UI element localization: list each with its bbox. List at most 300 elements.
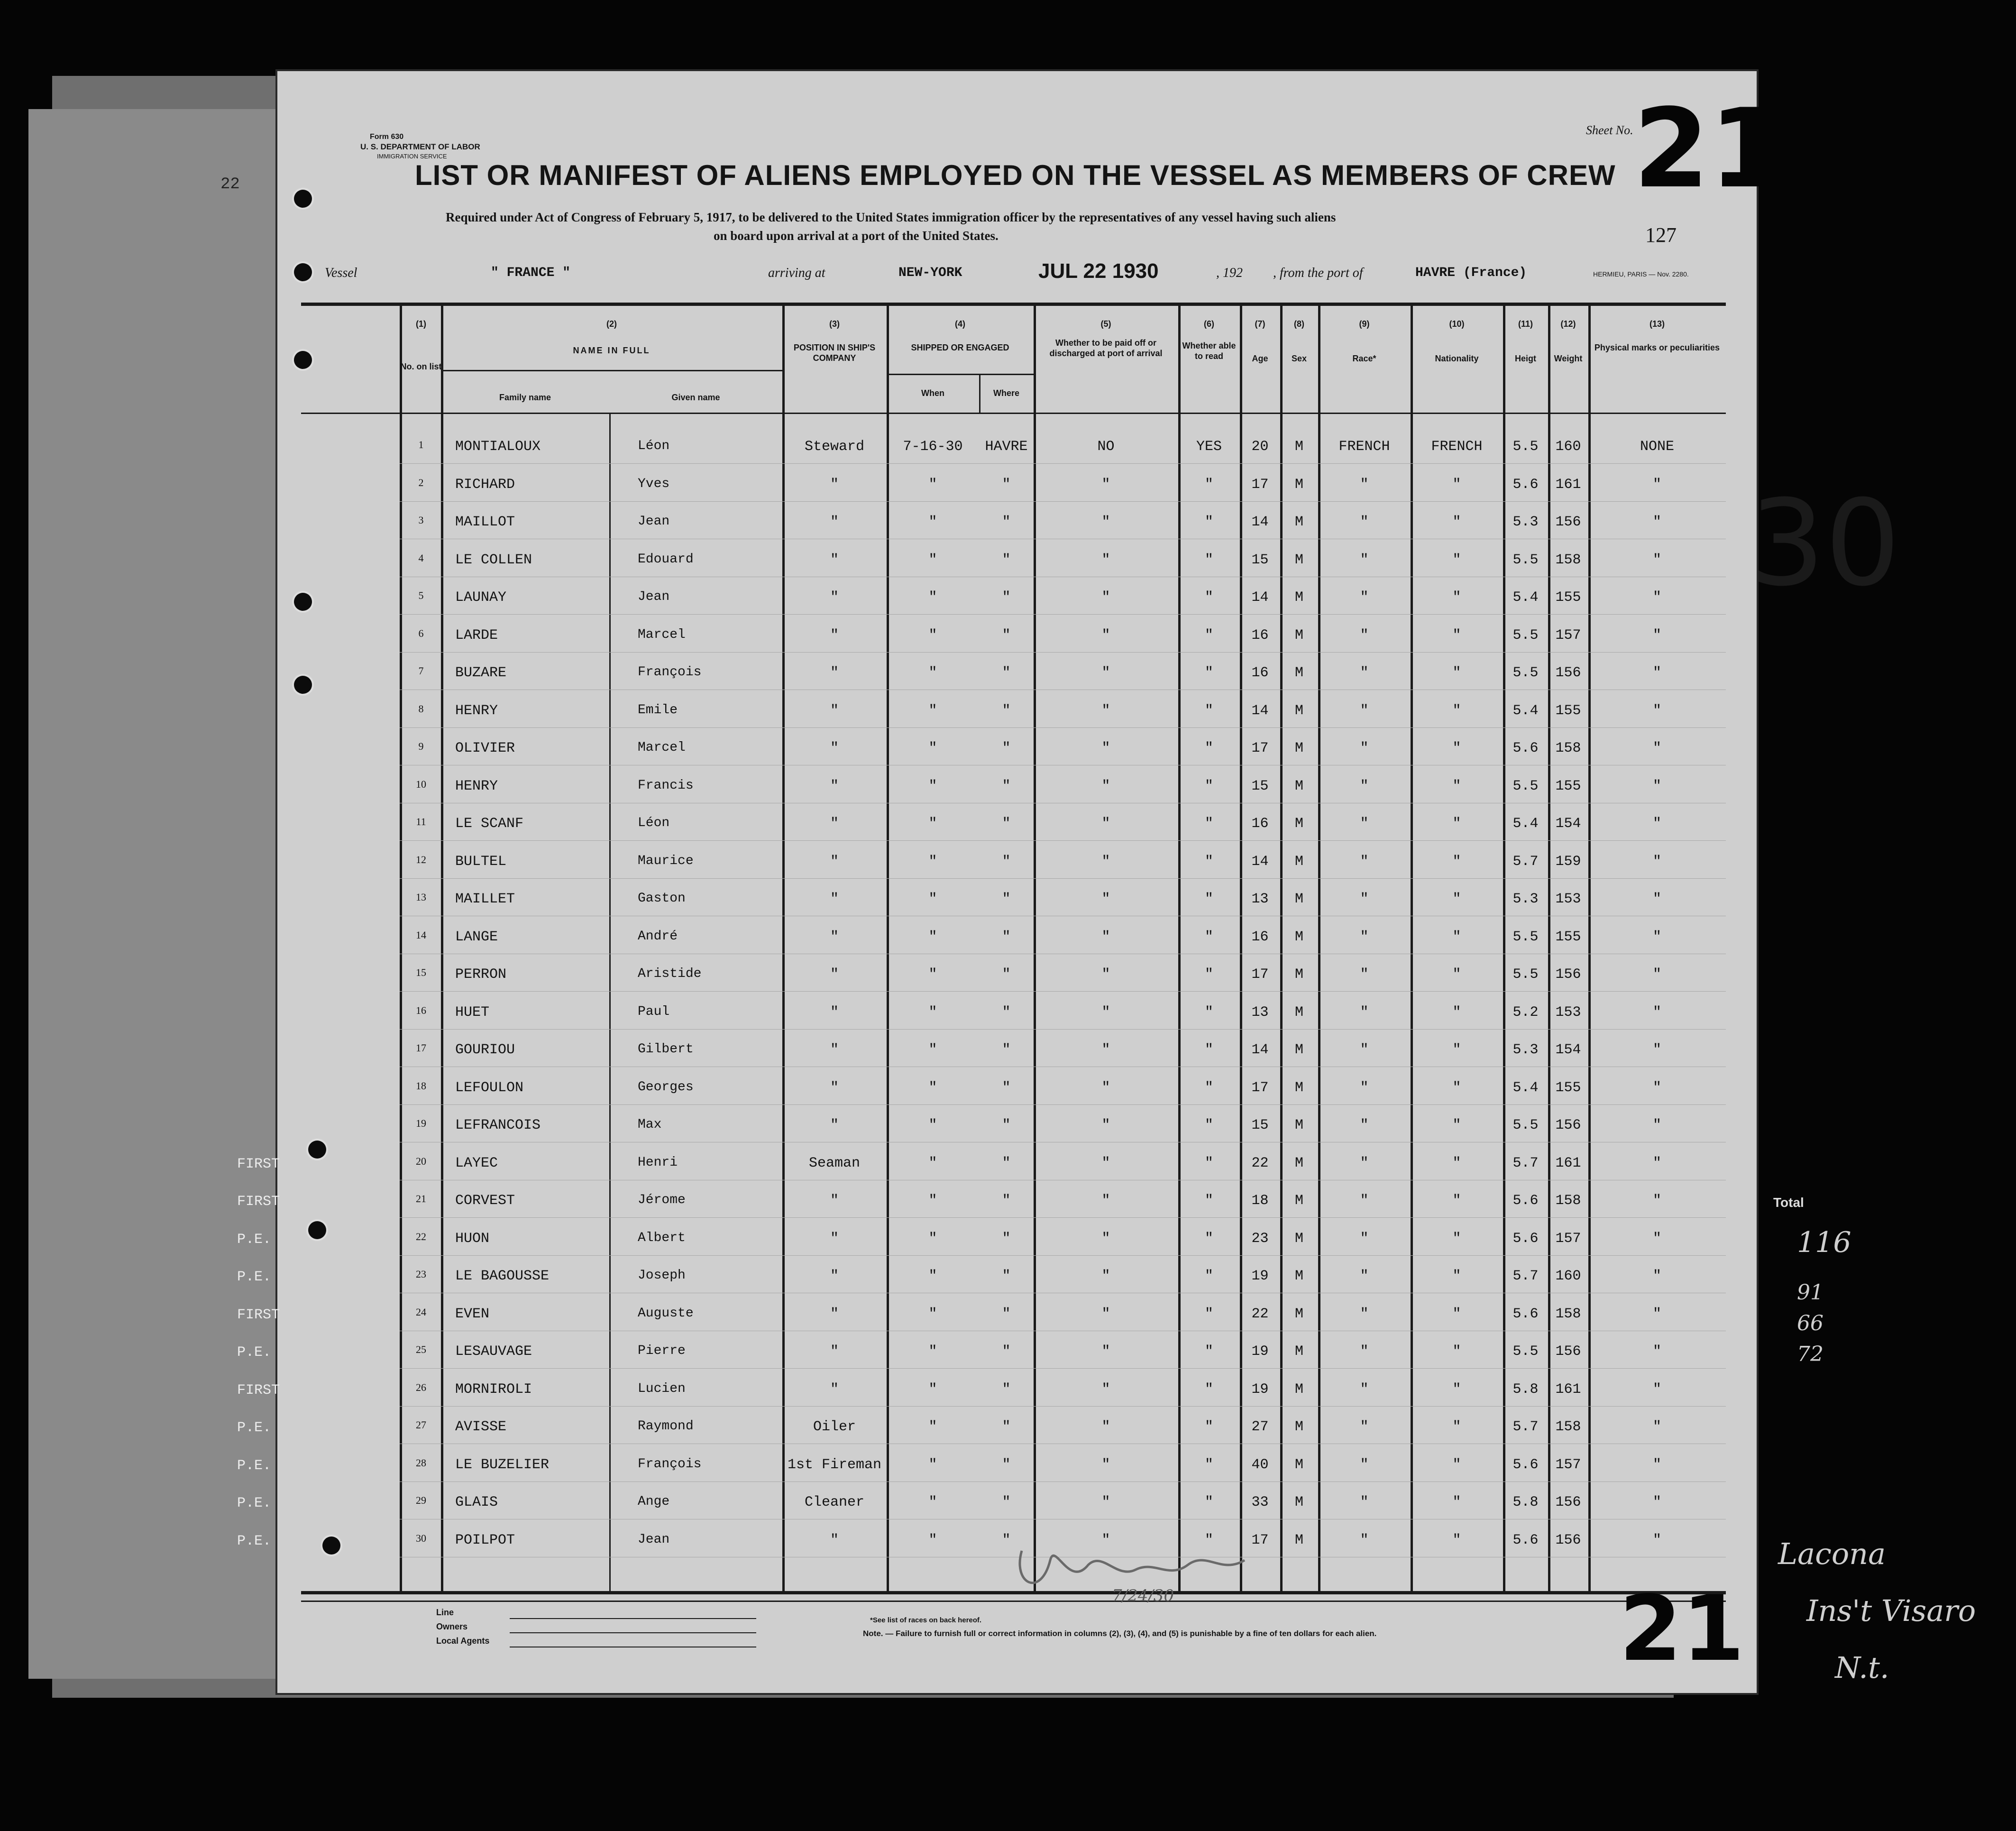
cell-where: ": [1002, 1004, 1011, 1021]
cell-family: HUON: [455, 1230, 490, 1247]
cell-nat: FRENCH: [1431, 439, 1483, 455]
col13-number: (13): [1649, 319, 1665, 329]
cell-weight: 156: [1555, 1532, 1581, 1548]
cell-paid: ": [1101, 1343, 1110, 1360]
cell-when: ": [928, 1117, 937, 1133]
row-rule: [400, 1406, 1726, 1407]
cell-sex: M: [1294, 1268, 1303, 1284]
col1-number: (1): [416, 319, 426, 329]
cell-family: BUZARE: [455, 665, 507, 681]
cell-paid: ": [1101, 627, 1110, 644]
col4-header: SHIPPED OR ENGAGED: [911, 343, 1009, 352]
cell-marks: ": [1652, 1419, 1661, 1435]
row-mark: P.E.: [237, 1457, 272, 1474]
from-port: HAVRE (France): [1415, 266, 1527, 280]
cell-no: 1: [418, 439, 424, 451]
cell-when: ": [928, 1306, 937, 1322]
cell-when: ": [928, 627, 937, 644]
cell-family: MAILLET: [455, 891, 515, 907]
year-label: , 192: [1216, 266, 1243, 280]
cell-marks: ": [1652, 853, 1661, 870]
cell-height: 5.4: [1512, 702, 1539, 719]
cell-where: HAVRE: [985, 439, 1028, 455]
row-rule: [400, 1481, 1726, 1482]
col12-header: Weight: [1554, 354, 1583, 363]
col-divider: [1588, 304, 1591, 1593]
cell-marks: ": [1652, 589, 1661, 606]
cell-marks: ": [1652, 778, 1661, 794]
cell-marks: ": [1652, 1381, 1661, 1398]
cell-no: 29: [416, 1494, 426, 1506]
cell-marks: ": [1652, 1306, 1661, 1322]
cell-no: 3: [418, 514, 424, 526]
cell-when: ": [928, 1193, 937, 1209]
cell-sex: M: [1294, 1230, 1303, 1247]
cell-weight: 158: [1555, 1419, 1581, 1435]
cell-where: ": [1002, 1193, 1011, 1209]
cell-position: ": [830, 778, 839, 794]
cell-weight: 158: [1555, 1193, 1581, 1209]
cell-height: 5.7: [1512, 1155, 1539, 1171]
cell-when: ": [928, 1343, 937, 1360]
cell-weight: 157: [1555, 1456, 1581, 1473]
cell-where: ": [1002, 1079, 1011, 1096]
cell-race: ": [1360, 778, 1369, 794]
cell-nat: ": [1452, 1381, 1461, 1398]
cell-height: 5.6: [1512, 1193, 1539, 1209]
cell-age: 19: [1251, 1268, 1269, 1284]
cell-read: ": [1204, 1306, 1213, 1322]
binder-hole: [322, 1537, 340, 1555]
name-subheader-rule: [441, 370, 782, 371]
cell-no: 21: [416, 1193, 426, 1205]
cell-position: ": [830, 1381, 839, 1398]
cell-age: 40: [1251, 1456, 1269, 1473]
cell-when: ": [928, 589, 937, 606]
cell-given: Marcel: [638, 627, 686, 642]
cell-paid: ": [1101, 1306, 1110, 1322]
cell-read: YES: [1196, 439, 1222, 455]
row-rule: [400, 840, 1726, 841]
cell-paid: NO: [1097, 439, 1115, 455]
sheet-number: 21: [1633, 86, 1786, 212]
given-name-header: Given name: [671, 393, 720, 402]
cell-when: ": [928, 1155, 937, 1171]
cell-given: Max: [638, 1117, 662, 1132]
cell-height: 5.5: [1512, 929, 1539, 945]
cell-no: 22: [416, 1230, 426, 1242]
cell-nat: ": [1452, 778, 1461, 794]
cell-given: Henri: [638, 1155, 678, 1170]
cell-no: 28: [416, 1456, 426, 1469]
row-rule: [400, 1029, 1726, 1030]
cell-race: ": [1360, 1230, 1369, 1247]
cell-where: ": [1002, 476, 1011, 493]
cell-where: ": [1002, 816, 1011, 832]
form-number: Form 630: [370, 133, 404, 141]
row-mark: P.E.: [237, 1344, 272, 1361]
arrival-date-stamp: JUL 22 1930: [1038, 259, 1159, 283]
cell-paid: ": [1101, 1193, 1110, 1209]
cell-position: ": [830, 1230, 839, 1247]
cell-weight: 160: [1555, 439, 1581, 455]
row-rule: [400, 614, 1726, 615]
cell-position: ": [830, 476, 839, 493]
cell-paid: ": [1101, 1079, 1110, 1096]
cell-sex: M: [1294, 514, 1303, 530]
cell-age: 16: [1251, 627, 1269, 644]
cell-sex: M: [1294, 476, 1303, 493]
cell-height: 5.4: [1512, 816, 1539, 832]
cell-age: 14: [1251, 853, 1269, 870]
total-label: Total: [1773, 1195, 1804, 1210]
cell-sex: M: [1294, 853, 1303, 870]
cell-height: 5.7: [1512, 853, 1539, 870]
cell-position: ": [830, 1117, 839, 1133]
cell-height: 5.6: [1512, 1532, 1539, 1548]
cell-paid: ": [1101, 778, 1110, 794]
cell-nat: ": [1452, 589, 1461, 606]
cell-marks: ": [1652, 702, 1661, 719]
cell-paid: ": [1101, 1381, 1110, 1398]
binder-hole: [294, 190, 312, 208]
cell-sex: M: [1294, 1306, 1303, 1322]
cell-age: 16: [1251, 665, 1269, 681]
cell-when: ": [928, 816, 937, 832]
cell-weight: 154: [1555, 816, 1581, 832]
cell-no: 19: [416, 1117, 426, 1129]
cell-family: EVEN: [455, 1306, 490, 1322]
cell-paid: ": [1101, 589, 1110, 606]
cell-height: 5.5: [1512, 1343, 1539, 1360]
cell-family: MORNIROLI: [455, 1381, 532, 1398]
cell-weight: 161: [1555, 476, 1581, 493]
cell-marks: ": [1652, 552, 1661, 568]
line-rule: [510, 1618, 756, 1619]
cell-sex: M: [1294, 1343, 1303, 1360]
cell-marks: ": [1652, 1004, 1661, 1021]
cell-race: ": [1360, 1532, 1369, 1548]
cell-weight: 156: [1555, 1494, 1581, 1510]
col-divider: [441, 304, 443, 1593]
cell-position: ": [830, 1079, 839, 1096]
cell-sex: M: [1294, 1494, 1303, 1510]
cell-weight: 156: [1555, 514, 1581, 530]
from-port-label: , from the port of: [1273, 266, 1363, 280]
cell-read: ": [1204, 1343, 1213, 1360]
vessel-label: Vessel: [325, 266, 357, 280]
cell-given: Raymond: [638, 1419, 694, 1434]
binder-hole: [294, 676, 312, 694]
cell-given: Marcel: [638, 740, 686, 755]
row-rule: [400, 1104, 1726, 1105]
cell-family: MONTIALOUX: [455, 439, 541, 455]
cell-where: ": [1002, 1306, 1011, 1322]
cell-given: Gaston: [638, 891, 686, 906]
cell-weight: 158: [1555, 740, 1581, 756]
cell-sex: M: [1294, 665, 1303, 681]
cell-paid: ": [1101, 929, 1110, 945]
cell-age: 33: [1251, 1494, 1269, 1510]
col6-header: Whether able to read: [1182, 341, 1236, 361]
family-name-header: Family name: [499, 393, 551, 402]
cell-position: ": [830, 665, 839, 681]
cell-read: ": [1204, 1381, 1213, 1398]
cell-age: 27: [1251, 1419, 1269, 1435]
cell-age: 16: [1251, 929, 1269, 945]
cell-marks: ": [1652, 1343, 1661, 1360]
signature-date: 7/24/30: [1112, 1586, 1174, 1605]
cell-sex: M: [1294, 702, 1303, 719]
cell-when: ": [928, 1004, 937, 1021]
cell-position: ": [830, 1532, 839, 1548]
cell-given: Jean: [638, 589, 670, 604]
cell-height: 5.6: [1512, 476, 1539, 493]
cell-no: 26: [416, 1381, 426, 1393]
cell-given: Lucien: [638, 1381, 686, 1396]
cell-family: LE SCANF: [455, 816, 524, 832]
cell-given: Gilbert: [638, 1042, 694, 1057]
cell-race: ": [1360, 891, 1369, 907]
cell-marks: ": [1652, 740, 1661, 756]
cell-height: 5.5: [1512, 966, 1539, 983]
cell-when: ": [928, 853, 937, 870]
cell-given: Jean: [638, 1532, 670, 1547]
cell-family: LAUNAY: [455, 589, 507, 606]
cell-given: Pierre: [638, 1343, 686, 1358]
cell-position: ": [830, 514, 839, 530]
row-rule: [400, 991, 1726, 992]
cell-family: LARDE: [455, 627, 498, 644]
cell-age: 15: [1251, 1117, 1269, 1133]
cell-where: ": [1002, 665, 1011, 681]
row-rule: [400, 1255, 1726, 1256]
cell-race: ": [1360, 1419, 1369, 1435]
cell-when: ": [928, 1230, 937, 1247]
arriving-label: arriving at: [768, 266, 825, 280]
cell-race: ": [1360, 1079, 1369, 1096]
cell-age: 14: [1251, 514, 1269, 530]
cell-nat: ": [1452, 1532, 1461, 1548]
cell-where: ": [1002, 1456, 1011, 1473]
cell-nat: ": [1452, 514, 1461, 530]
cell-read: ": [1204, 627, 1213, 644]
cell-race: FRENCH: [1338, 439, 1390, 455]
cell-race: ": [1360, 1042, 1369, 1058]
col7-number: (7): [1255, 319, 1265, 329]
cell-race: ": [1360, 1155, 1369, 1171]
cell-height: 5.3: [1512, 1042, 1539, 1058]
cell-when: ": [928, 1419, 937, 1435]
cell-when: ": [928, 1381, 937, 1398]
col-divider: [1034, 304, 1036, 1593]
owners-rule: [510, 1632, 756, 1633]
sheet-number-bottom: 21: [1619, 1576, 1745, 1681]
cell-paid: ": [1101, 1456, 1110, 1473]
cell-where: ": [1002, 1343, 1011, 1360]
cell-weight: 160: [1555, 1268, 1581, 1284]
cell-marks: ": [1652, 1230, 1661, 1247]
cell-height: 5.6: [1512, 1456, 1539, 1473]
cell-race: ": [1360, 1306, 1369, 1322]
cell-read: ": [1204, 778, 1213, 794]
cell-where: ": [1002, 891, 1011, 907]
cell-when: ": [928, 1268, 937, 1284]
cell-family: LAYEC: [455, 1155, 498, 1171]
cell-when: ": [928, 1456, 937, 1473]
cell-height: 5.5: [1512, 1117, 1539, 1133]
cell-weight: 158: [1555, 552, 1581, 568]
tally-value: 66: [1797, 1311, 1824, 1335]
line-label: Line: [436, 1608, 454, 1617]
cell-nat: ": [1452, 1456, 1461, 1473]
cell-no: 24: [416, 1306, 426, 1318]
col11-header: Heigt: [1515, 354, 1536, 363]
cell-height: 5.6: [1512, 1306, 1539, 1322]
cell-when: ": [928, 966, 937, 983]
cell-nat: ": [1452, 853, 1461, 870]
cell-race: ": [1360, 665, 1369, 681]
manifest-sheet: [237, 71, 1786, 1693]
cell-given: Léon: [638, 439, 670, 453]
cell-height: 5.8: [1512, 1494, 1539, 1510]
cell-weight: 156: [1555, 966, 1581, 983]
cell-weight: 156: [1555, 1343, 1581, 1360]
cell-when: ": [928, 665, 937, 681]
cell-sex: M: [1294, 552, 1303, 568]
row-rule: [400, 727, 1726, 728]
cell-read: ": [1204, 702, 1213, 719]
cell-nat: ": [1452, 552, 1461, 568]
row-mark: P.E.: [237, 1533, 272, 1549]
cell-marks: ": [1652, 1532, 1661, 1548]
cell-read: ": [1204, 1230, 1213, 1247]
row-rule: [400, 1368, 1726, 1369]
cell-where: ": [1002, 552, 1011, 568]
cell-paid: ": [1101, 702, 1110, 719]
cell-marks: ": [1652, 1456, 1661, 1473]
cell-height: 5.2: [1512, 1004, 1539, 1021]
cell-given: Paul: [638, 1004, 670, 1019]
col-divider: [609, 413, 611, 1593]
cell-position: 1st Fireman: [787, 1456, 882, 1473]
cell-height: 5.8: [1512, 1381, 1539, 1398]
cell-read: ": [1204, 1494, 1213, 1510]
col9-number: (9): [1359, 319, 1370, 329]
cell-height: 5.6: [1512, 1230, 1539, 1247]
binder-hole: [308, 1141, 326, 1159]
cell-marks: NONE: [1640, 439, 1674, 455]
cell-race: ": [1360, 1004, 1369, 1021]
owners-label: Owners: [436, 1622, 468, 1631]
cell-race: ": [1360, 1343, 1369, 1360]
cell-age: 15: [1251, 552, 1269, 568]
cell-height: 5.3: [1512, 514, 1539, 530]
cell-given: François: [638, 665, 702, 680]
cell-race: ": [1360, 476, 1369, 493]
cell-nat: ": [1452, 816, 1461, 832]
cell-sex: M: [1294, 1419, 1303, 1435]
cell-position: ": [830, 1193, 839, 1209]
cell-race: ": [1360, 1494, 1369, 1510]
cell-nat: ": [1452, 966, 1461, 983]
cell-race: ": [1360, 929, 1369, 945]
cell-paid: ": [1101, 1532, 1110, 1548]
col7-header: Age: [1252, 354, 1268, 363]
cell-given: François: [638, 1456, 702, 1472]
cell-family: MAILLOT: [455, 514, 515, 530]
cell-paid: ": [1101, 816, 1110, 832]
col-divider: [400, 304, 402, 1593]
cell-where: ": [1002, 1117, 1011, 1133]
cell-family: POILPOT: [455, 1532, 515, 1548]
cell-race: ": [1360, 552, 1369, 568]
vessel-name: " FRANCE ": [491, 266, 571, 280]
cell-family: HENRY: [455, 702, 498, 719]
cell-position: Cleaner: [804, 1494, 865, 1510]
right-signature-line: Ins't Visaro: [1806, 1593, 1976, 1628]
cell-paid: ": [1101, 1117, 1110, 1133]
col-divider: [1240, 304, 1242, 1593]
cell-given: Yves: [638, 476, 670, 491]
cell-sex: M: [1294, 778, 1303, 794]
cell-age: 22: [1251, 1155, 1269, 1171]
cell-read: ": [1204, 552, 1213, 568]
manifest-title: LIST OR MANIFEST OF ALIENS EMPLOYED ON THE VESSEL AS MEMBERS OF CREW: [415, 159, 1616, 191]
cell-where: ": [1002, 778, 1011, 794]
cell-read: ": [1204, 1193, 1213, 1209]
cell-given: Georges: [638, 1079, 694, 1095]
row-mark: FIRST: [237, 1307, 280, 1323]
cell-position: ": [830, 589, 839, 606]
row-rule: [400, 1217, 1726, 1218]
col13-header: Physical marks or peculiarities: [1594, 343, 1720, 352]
cell-marks: ": [1652, 665, 1661, 681]
cell-family: HENRY: [455, 778, 498, 794]
local-agents-label: Local Agents: [436, 1636, 490, 1646]
cell-height: 5.5: [1512, 627, 1539, 644]
col-divider: [1318, 304, 1320, 1593]
cell-position: ": [830, 552, 839, 568]
cell-height: 5.6: [1512, 740, 1539, 756]
cell-race: ": [1360, 1456, 1369, 1473]
cell-paid: ": [1101, 1042, 1110, 1058]
row-mark: P.E.: [237, 1269, 272, 1285]
cell-sex: M: [1294, 1117, 1303, 1133]
cell-height: 5.5: [1512, 665, 1539, 681]
cell-given: Albert: [638, 1230, 686, 1245]
cell-weight: 158: [1555, 1306, 1581, 1322]
col9-header: Race*: [1352, 354, 1376, 363]
cell-weight: 157: [1555, 627, 1581, 644]
col-divider: [1178, 304, 1181, 1593]
cell-given: Jérome: [638, 1193, 686, 1207]
cell-weight: 157: [1555, 1230, 1581, 1247]
cell-race: ": [1360, 1268, 1369, 1284]
cell-no: 30: [416, 1532, 426, 1544]
cell-position: ": [830, 1343, 839, 1360]
cell-family: OLIVIER: [455, 740, 515, 756]
cell-sex: M: [1294, 1079, 1303, 1096]
cell-weight: 153: [1555, 1004, 1581, 1021]
cell-height: 5.5: [1512, 552, 1539, 568]
cell-no: 23: [416, 1268, 426, 1280]
cell-sex: M: [1294, 740, 1303, 756]
cell-no: 8: [418, 702, 424, 715]
cell-read: ": [1204, 1456, 1213, 1473]
cell-read: ": [1204, 966, 1213, 983]
cell-position: ": [830, 891, 839, 907]
